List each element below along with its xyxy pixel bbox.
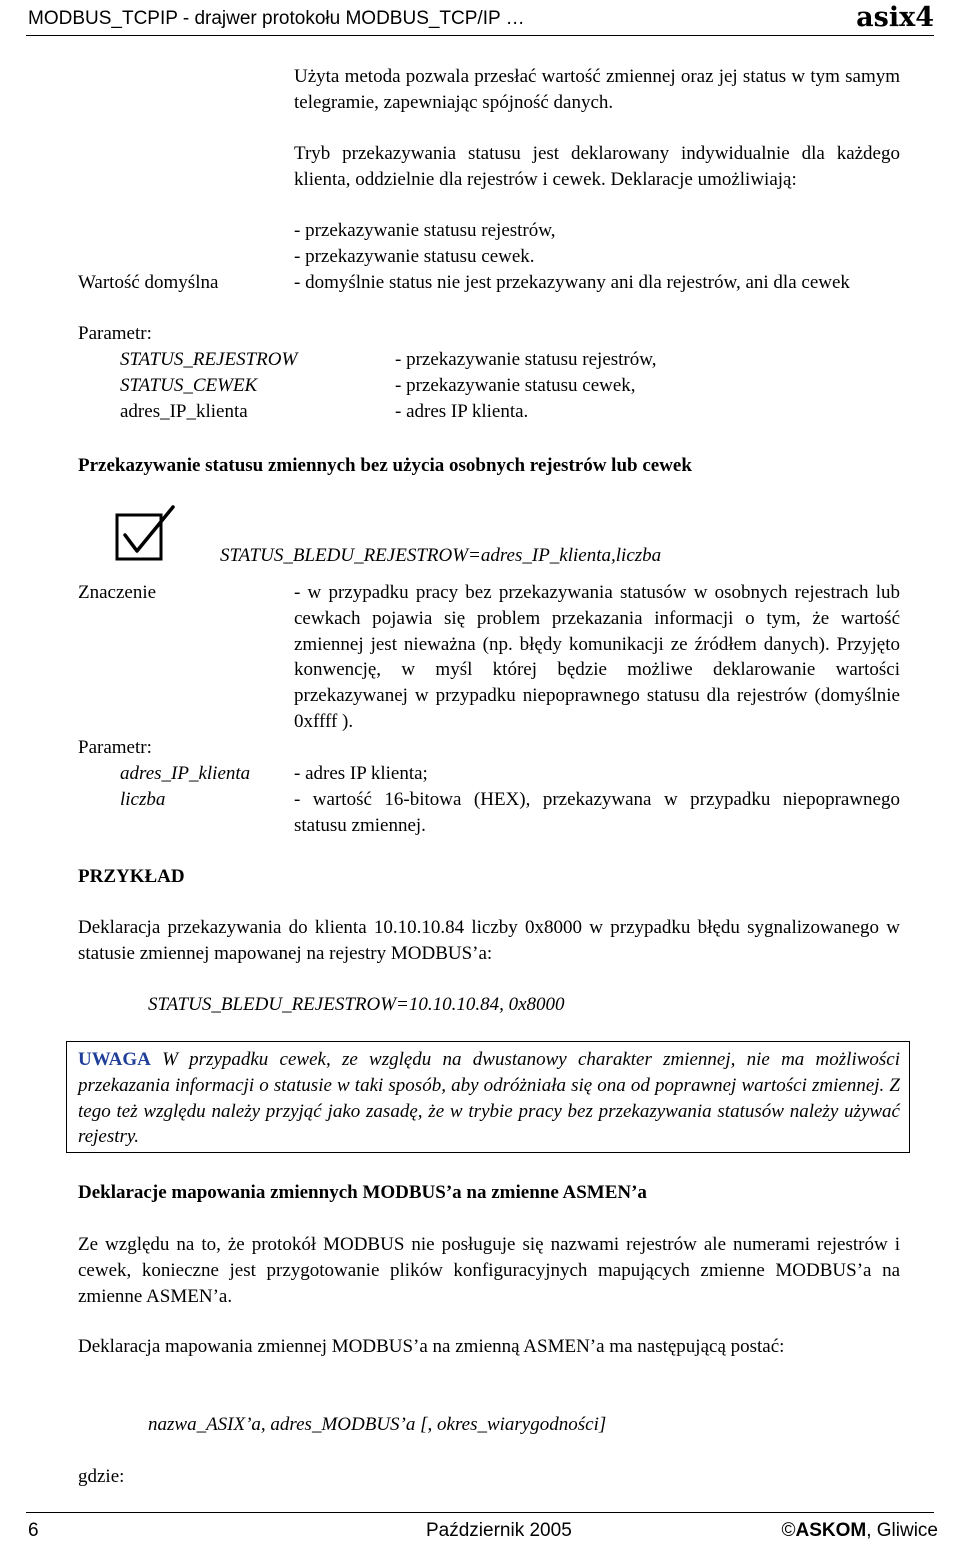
- tryb-paragraph: Tryb przekazywania statusu jest deklarowany indywidualnie dla każdego klienta, oddzielnie dla rejestrów i cewek. Deklaracje umożliwiają:: [294, 143, 900, 190]
- header-brand: asix4: [856, 2, 934, 33]
- param-label-1: Parametr:: [78, 323, 152, 344]
- meaning-text: - w przypadku pracy bez przekazywania statusów w osobnych rejestrach lub cewkach pojawia się problem przekazania informacji o tym, że wartość zmiennej jest nieważna (np. błędy komunikacji ze źródłem danych). Przyjęto konwencję, w myśl której będzie możliwe deklarowanie wartości przekazywanej w przypadku niepoprawnego statusu dla rejestrów (domyślnie 0xffff ).: [294, 582, 900, 732]
- header-title: MODBUS_TCPIP - drajwer protokołu MODBUS_TCP/IP …: [28, 8, 525, 29]
- footer-city: , Gliwice: [866, 1520, 938, 1541]
- section3-paragraph-1: Ze względu na to, że protokół MODBUS nie posługuje się nazwami rejestrów ale numerami rejestrów i cewek, konieczne jest przygotowanie plików konfiguracyjnych mapujących zmienne MODBUS’a na zmienne ASMEN’a.: [78, 1234, 900, 1307]
- param-name-adres-ip-2: adres_IP_klienta: [120, 763, 251, 784]
- gdzie-label: gdzie:: [78, 1466, 125, 1487]
- warning-text-block: [78, 1047, 900, 1150]
- footer-company: ASKOM: [795, 1520, 867, 1541]
- section3-paragraph-2: Deklaracja mapowania zmiennej MODBUS’a na zmienną ASMEN’a ma następującą postać:: [78, 1336, 785, 1357]
- header-rule: [26, 35, 934, 36]
- param-desc-liczba: - wartość 16-bitowa (HEX), przekazywana w przypadku niepoprawnego statusu zmiennej.: [294, 789, 900, 836]
- footer-copyright: [781, 1520, 938, 1542]
- footer-rule: [26, 1512, 934, 1513]
- param-name-status-cewek: STATUS_CEWEK: [120, 375, 258, 396]
- section2-heading: Przekazywanie statusu zmiennych bez użycia osobnych rejestrów lub cewek: [78, 455, 692, 476]
- param-desc-adres-ip: - adres IP klienta.: [395, 401, 529, 422]
- copyright-icon: ©: [781, 1520, 796, 1541]
- footer-date: Październik 2005: [426, 1520, 572, 1541]
- section2-syntax: STATUS_BLEDU_REJESTROW=adres_IP_klienta,liczba: [220, 545, 662, 566]
- intro-paragraph: Użyta metoda pozwala przesłać wartość zmiennej oraz jej status w tym samym telegramie, zapewniając spójność danych.: [294, 66, 900, 113]
- section3-syntax: nazwa_ASIX’a, adres_MODBUS’a [, okres_wiarygodności]: [148, 1414, 607, 1435]
- param-name-liczba: liczba: [120, 789, 166, 810]
- param-label-2: Parametr:: [78, 737, 152, 758]
- tryb-item-1: - przekazywanie statusu rejestrów,: [294, 220, 556, 241]
- warning-text: W przypadku cewek, ze względu na dwustanowy charakter zmiennej, nie ma możliwości przekazania informacji o statusie w taki sposób, aby odróżniała się ona od poprawnej wartości zmiennej. Z tego też względu należy przyjąć jako zasadę, że w trybie pracy bez przekazywania statusów należy używać rejestry.: [78, 1049, 900, 1148]
- param-desc-adres-ip-2: - adres IP klienta;: [294, 763, 428, 784]
- param-desc-status-cewek: - przekazywanie statusu cewek,: [395, 375, 636, 396]
- section3-heading: Deklaracje mapowania zmiennych MODBUS’a na zmienne ASMEN’a: [78, 1182, 647, 1203]
- default-label: Wartość domyślna: [78, 272, 219, 293]
- example-text: Deklaracja przekazywania do klienta 10.10.10.84 liczby 0x8000 w przypadku błędu sygnalizowanego w statusie zmiennej mapowanej na rejestry MODBUS’a:: [78, 917, 900, 964]
- footer-page-number: 6: [28, 1520, 39, 1541]
- default-text: - domyślnie status nie jest przekazywany ani dla rejestrów, ani dla cewek: [294, 272, 850, 293]
- tryb-item-2: - przekazywanie statusu cewek.: [294, 246, 535, 267]
- param-desc-status-rejestrow: - przekazywanie statusu rejestrów,: [395, 349, 657, 370]
- example-label: PRZYKŁAD: [78, 866, 185, 887]
- warning-label: UWAGA: [78, 1049, 151, 1070]
- param-name-status-rejestrow: STATUS_REJESTROW: [120, 349, 298, 370]
- meaning-label: Znaczenie: [78, 582, 157, 603]
- param-name-adres-ip: adres_IP_klienta: [120, 401, 248, 422]
- example-code: STATUS_BLEDU_REJESTROW=10.10.10.84, 0x8000: [148, 994, 565, 1015]
- checkbox-checked-icon: [115, 505, 179, 561]
